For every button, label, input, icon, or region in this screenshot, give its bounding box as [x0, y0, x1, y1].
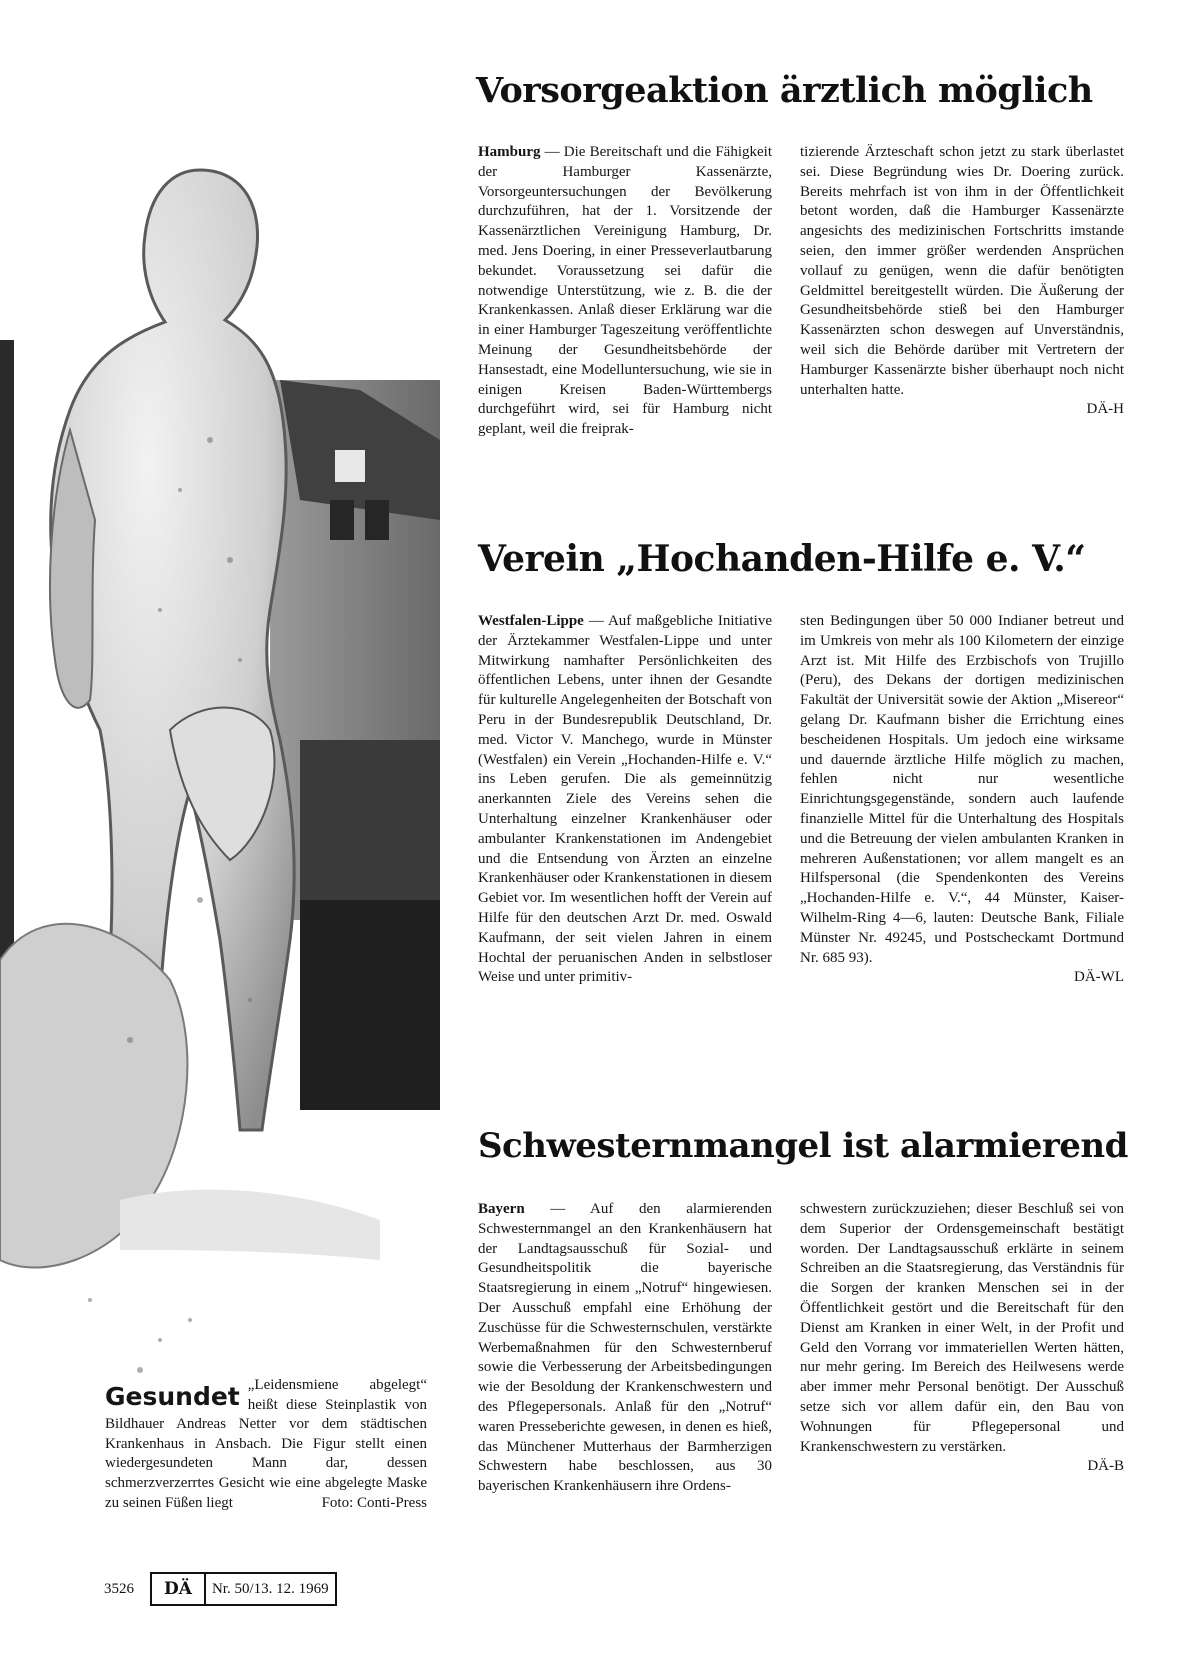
issue-box	[150, 1572, 337, 1606]
article-2-column-1	[478, 612, 772, 988]
photo-caption	[105, 1376, 427, 1513]
caption-text: „Leidensmiene abgelegt“ heißt diese Steinplastik von Bildhauer Andreas Netter vor dem städtischen Krankenhaus in Ansbach. Die Figur stellt einen wiedergesundeten Mann dar, dessen schmerzverzerrtes Gesicht wie eine abgelegte Maske zu seinen Füßen liegt	[105, 1377, 427, 1511]
statue-photo	[0, 140, 440, 1380]
article-3-place: Bayern	[478, 1201, 525, 1217]
article-1-signature: DÄ-H	[1086, 401, 1124, 418]
article-3-column-2	[800, 1200, 1124, 1477]
article-2-text-2: sten Bedingungen über 50 000 Indianer betreut und im Umkreis von mehr als 100 Kilometern der einzige Arzt ist. Mit Hilfe des Erzbischofs von Trujillo (Peru), des Dekans der dortigen medizinischen Fakultät der Universität sowie der Aktion „Misereor“ gelang Dr. Kaufmann bisher die Errichtung eines bescheidenen Hospitals. Um jedoch eine wirksame und dauernde ärztliche Hilfe möglich zu machen, fehlen nicht nur wesentliche Einrichtungsgegenstände, sondern auch laufende finanzielle Mittel für die Unterhaltung des Hospitals und die Betreuung der vielen ambulanten Kranken in mehreren Außenstationen; vor allem mangelt es an Hilfspersonal (die Spendenkonten des Vereins „Hochanden-Hilfe e. V.“, 44 Münster, Kaiser-Wilhelm-Ring 4—6, lauten: Deutsche Bank, Filiale Münster Nr. 49245, und Postscheckamt Dortmund Nr. 685 93).	[800, 613, 1124, 966]
article-2-signature: DÄ-WL	[1074, 969, 1124, 986]
article-3-column-1	[478, 1200, 772, 1497]
article-3-title: Schwesternmangel ist alarmierend	[478, 1126, 1128, 1166]
article-2-title: Verein „Hochanden-Hilfe e. V.“	[478, 538, 1086, 580]
journal-logo: DÄ	[152, 1574, 206, 1604]
article-1-column-2	[800, 143, 1124, 420]
article-1-text-2: tizierende Ärzteschaft schon jetzt zu stark überlastet sei. Diese Begründung wies Dr. Doering zurück. Bereits mehrfach ist von ihm in der Öffentlichkeit betont worden, daß die Hamburger Kassenärzte angesichts des medizinischen Fortschritts imstande seien, den immer größer werdenden Ansprüchen vollauf zu genügen, wenn die dafür benötigten Geldmittel bereitgestellt würden. Die Äußerung der Gesundheitsbehörde stieß bei den Hamburger Kassenärzten schon deswegen auf Unverständnis, weil sich die Behörde darüber mit Vertretern der Hamburger Kassenärzte bisher überhaupt noch nicht unterhalten hatte.	[800, 144, 1124, 398]
article-1-text-1: — Die Bereitschaft und die Fähigkeit der Hamburger Kassenärzte, Vorsorgeuntersuchungen der Bevölkerung durchzuführen, hat der 1. Vorsitzende der Kassenärztlichen Vereinigung Hamburg, Dr. med. Jens Doering, in einer Presseverlautbarung bekundet. Voraussetzung sei dafür die notwendige Unterstützung, wie z. B. die der Krankenkassen. Anlaß dieser Erklärung war die in einer Hamburger Tageszeitung veröffentlichte Meinung der Gesundheitsbehörde der Hansestadt, eine Modelluntersuchung, wie sie in einigen Kreisen Baden-Württembergs durchgeführt wird, sei für Hamburg nicht geplant, weil die freiprak-	[478, 144, 772, 438]
article-3-text-1: — Auf den alarmierenden Schwesternmangel an den Krankenhäusern hat der Landtagsausschuß für Sozial- und Gesundheitspolitik die bayerische Staatsregierung in einem „Notruf“ hingewiesen. Der Ausschuß empfahl eine Erhöhung der Zuschüsse für die Schwesternschulen, verstärkte Werbemaßnahmen für den Schwesternberuf sowie die Verbesserung der Arbeitsbedingungen wie der Besoldung der Krankenschwestern und des Pflegepersonals. Anlaß für den „Notruf“ waren Presseberichte gewesen, in denen es hieß, das Münchener Mutterhaus der Barmherzigen Schwestern habe beschlossen, aus 30 bayerischen Krankenhäusern ihre Ordens-	[478, 1201, 772, 1495]
article-1-place: Hamburg	[478, 144, 541, 160]
page-number: 3526	[104, 1580, 134, 1597]
article-2-column-2	[800, 612, 1124, 988]
photo-credit: Foto: Conti-Press	[321, 1494, 427, 1511]
article-1-title: Vorsorgeaktion ärztlich möglich	[476, 70, 1093, 111]
article-2-text-1: — Auf maßgebliche Initiative der Ärztekammer Westfalen-Lippe und unter Mitwirkung namhafter Persönlichkeiten des öffentlichen Lebens, unter ihnen der Gesandte für kulturelle Angelegenheiten der Botschaft von Peru in der Bundesrepublik Deutschland, Dr. med. Victor V. Manchego, wurde in Münster (Westfalen) ein Verein „Hochanden-Hilfe e. V.“ ins Leben gerufen. Die als gemeinnützig anerkannten Ziele des Vereins sehen die Unterhaltung einzelner Krankenhäuser oder ambulanter Krankenstationen im Andengebiet und die Entsendung von Ärzten an einzelne Krankenhäuser oder Krankenstationen in diesem Gebiet vor. Im wesentlichen hofft der Verein auf Hilfe für den deutschen Arzt Dr. med. Oswald Kaufmann, der seit vielen Jahren in einem Hochtal der peruanischen Anden in selbstloser Weise und unter primitiv-	[478, 613, 772, 986]
caption-title: Gesundet	[105, 1382, 240, 1411]
page-footer	[104, 1572, 337, 1606]
article-3-text-2: schwestern zurückzuziehen; dieser Beschluß sei von dem Superior der Ordensgemeinschaft bestätigt worden. Der Landtagsausschuß erklärte in seinem Schreiben an die Staatsregierung, das Verständnis für die Sorgen der kranken Menschen sei in der Öffentlichkeit gestört und die Bereitschaft für den Dienst am Kranken in einer Welt, in der Profit und Geld den Vorrang vor immateriellen Werten hätten, nur mehr gering. Im Bereich des Heilwesens werde aber immer mehr Personal benötigt. Der Ausschuß setze sich vor allem dafür ein, den Bau von Wohnungen für Pflegepersonal und Krankenschwestern zu verstärken.	[800, 1201, 1124, 1455]
article-3-signature: DÄ-B	[1087, 1458, 1124, 1475]
article-1-column-1	[478, 143, 772, 440]
statue-photo-icon	[0, 140, 440, 1380]
article-2-place: Westfalen-Lippe	[478, 613, 584, 629]
issue-number: Nr. 50/13. 12. 1969	[211, 1580, 329, 1597]
